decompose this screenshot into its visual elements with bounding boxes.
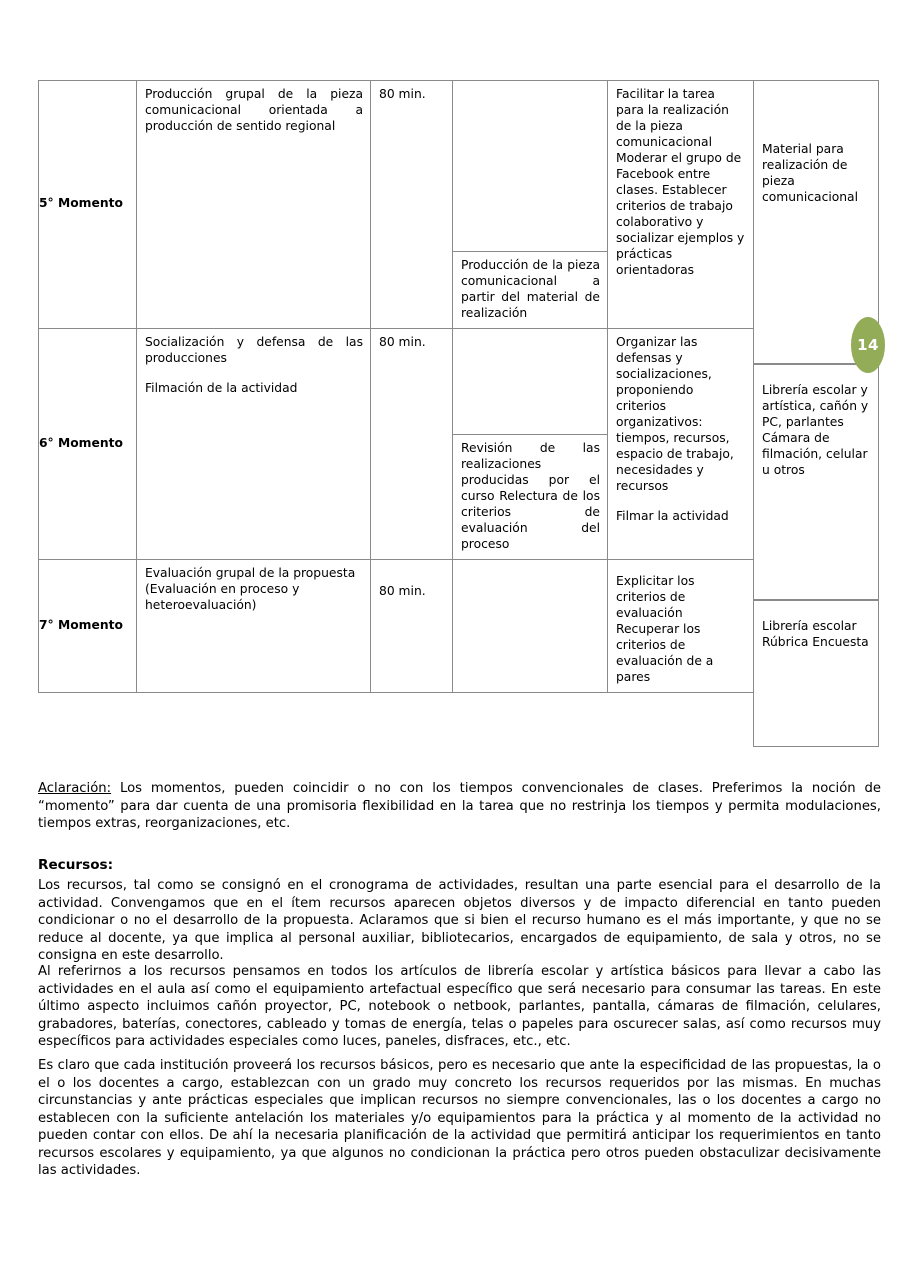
activity-text: Producción grupal de la pieza comunicacional orientada a producción de sentido regional bbox=[145, 87, 363, 133]
recursos-paragraph-3: Es claro que cada institución proveerá los recursos básicos, pero es necesario que ante la especificidad de las propuestas, la o el o los docentes a cargo, establezcan con un grado muy concreto los recursos requeridos por las mismas. En muchas circunstancias y ante prácticas especiales que implican recursos no siempre convencionales, las o los docentes a cargo no establecen con la suficiente antelación los materiales y/o equipamientos para la práctica y al momento de la actividad no pueden contar con ellos. De ahí la necesaria planificación de la actividad que permitirá anticipar los requerimientos en tanto recursos escolares y equipamiento, ya que algunos no condicionan la práctica pero otros pueden obstaculizar decisivamente las actividades. bbox=[38, 1058, 881, 1179]
row-resources-box bbox=[753, 600, 879, 747]
page-number-badge bbox=[851, 317, 885, 373]
row-activity bbox=[137, 328, 371, 559]
table-row bbox=[39, 328, 754, 559]
production-cell bbox=[453, 252, 607, 328]
activity-text-line-1: Socialización y defensa de las producciones bbox=[145, 334, 363, 365]
row-production bbox=[453, 81, 608, 329]
time-text: 80 min. bbox=[379, 583, 426, 598]
row-time bbox=[371, 559, 453, 692]
page-number-label: 14 bbox=[857, 336, 879, 354]
activity-spacer bbox=[145, 367, 363, 381]
teacher-task-text-line-1: Organizar las defensas y socializaciones, proponiendo criterios organizativos: tiempos, recursos, espacio de trabajo, necesidades y recursos bbox=[616, 334, 734, 493]
production-text bbox=[453, 560, 607, 572]
row-activity bbox=[137, 81, 371, 329]
activity-text-line-2: Filmación de la actividad bbox=[145, 380, 298, 395]
row-moment-label: 5° Momento bbox=[39, 81, 137, 329]
teacher-task-text-line-2: Filmar la actividad bbox=[616, 508, 729, 523]
table-row bbox=[39, 81, 754, 329]
row-teacher-task bbox=[608, 328, 754, 559]
row-time bbox=[371, 328, 453, 559]
resources-text: Librería escolar y artística, cañón y PC, parlantes Cámara de filmación, celular u otros bbox=[762, 383, 869, 477]
time-text: 80 min. bbox=[379, 87, 426, 101]
production-cell bbox=[453, 434, 607, 558]
planning-table bbox=[38, 80, 754, 693]
teacher-task-text: Facilitar la tarea para la realización de la pieza comunicacional Moderar el grupo de Facebook entre clases. Establecer criterios de trabajo colaborativo y socializar ejemplos y prácticas orientadoras bbox=[616, 87, 745, 277]
table-row bbox=[39, 559, 754, 692]
recursos-heading: Recursos: bbox=[38, 857, 114, 873]
aclaracion-paragraph bbox=[38, 780, 881, 833]
teacher-task-spacer bbox=[616, 495, 746, 509]
recursos-paragraph-2: Al referirnos a los recursos pensamos en todos los artículos de librería escolar y artística básicos para llevar a cabo las actividades en el aula así como el equipamiento artefactual específico que será necesario para consumar las tareas. En este último aspecto incluimos cañón proyector, PC, notebook o netbook, parlantes, pantalla, cámaras de filmación, celulares, grabadores, baterías, conectores, cableado y tomas de energía, telas o papeles para oscurecer salas, así como recursos muy específicos para actividades especiales como luces, paneles, disfraces, etc., etc. bbox=[38, 964, 881, 1050]
activity-text: Evaluación grupal de la propuesta (Evaluación en proceso y heteroevaluación) bbox=[145, 565, 356, 612]
row-production bbox=[453, 559, 608, 692]
production-text: Revisión de las realizaciones producidas por el curso Relectura de los criterios de evaluación del proceso bbox=[461, 440, 600, 551]
aclaracion-text: Los momentos, pueden coincidir o no con los tiempos convencionales de clases. Preferimos la noción de “momento” para dar cuenta de una promisoria flexibilidad en la tarea que no restrinja los tiempos y permita modulaciones, tiempos extras, reorganizaciones, etc. bbox=[38, 781, 881, 832]
production-empty-top bbox=[453, 329, 607, 435]
production-text: Producción de la pieza comunicacional a partir del material de realización bbox=[461, 258, 600, 320]
row-resources-box bbox=[753, 364, 879, 600]
resources-text: Material para realización de pieza comunicacional bbox=[762, 142, 859, 204]
row-moment-label: 6° Momento bbox=[39, 328, 137, 559]
resources-text: Librería escolar Rúbrica Encuesta bbox=[762, 619, 869, 649]
row-time bbox=[371, 81, 453, 329]
time-text: 80 min. bbox=[379, 334, 426, 349]
row-teacher-task bbox=[608, 81, 754, 329]
row-teacher-task bbox=[608, 559, 754, 692]
row-activity bbox=[137, 559, 371, 692]
recursos-paragraph-1: Los recursos, tal como se consignó en el cronograma de actividades, resultan una parte esencial para el desarrollo de la actividad. Convengamos que en el ítem recursos aparecen objetos diversos y de impacto diferencial en tanto pueden condicionar o no el desarrollo de la propuesta. Aclaramos que si bien el recurso humano es el más importante, y que no se reduce al docente, ya que implica al personal auxiliar, bibliotecarios, encargados de equipamiento, de sala y otros, no se consigna en este desarrollo. bbox=[38, 878, 881, 964]
production-empty-top bbox=[453, 81, 607, 252]
row-production bbox=[453, 328, 608, 559]
teacher-task-text: Explicitar los criterios de evaluación Recuperar los criterios de evaluación de a pares bbox=[616, 573, 714, 684]
row-moment-label: 7° Momento bbox=[39, 559, 137, 692]
aclaracion-label: Aclaración: bbox=[38, 781, 112, 796]
